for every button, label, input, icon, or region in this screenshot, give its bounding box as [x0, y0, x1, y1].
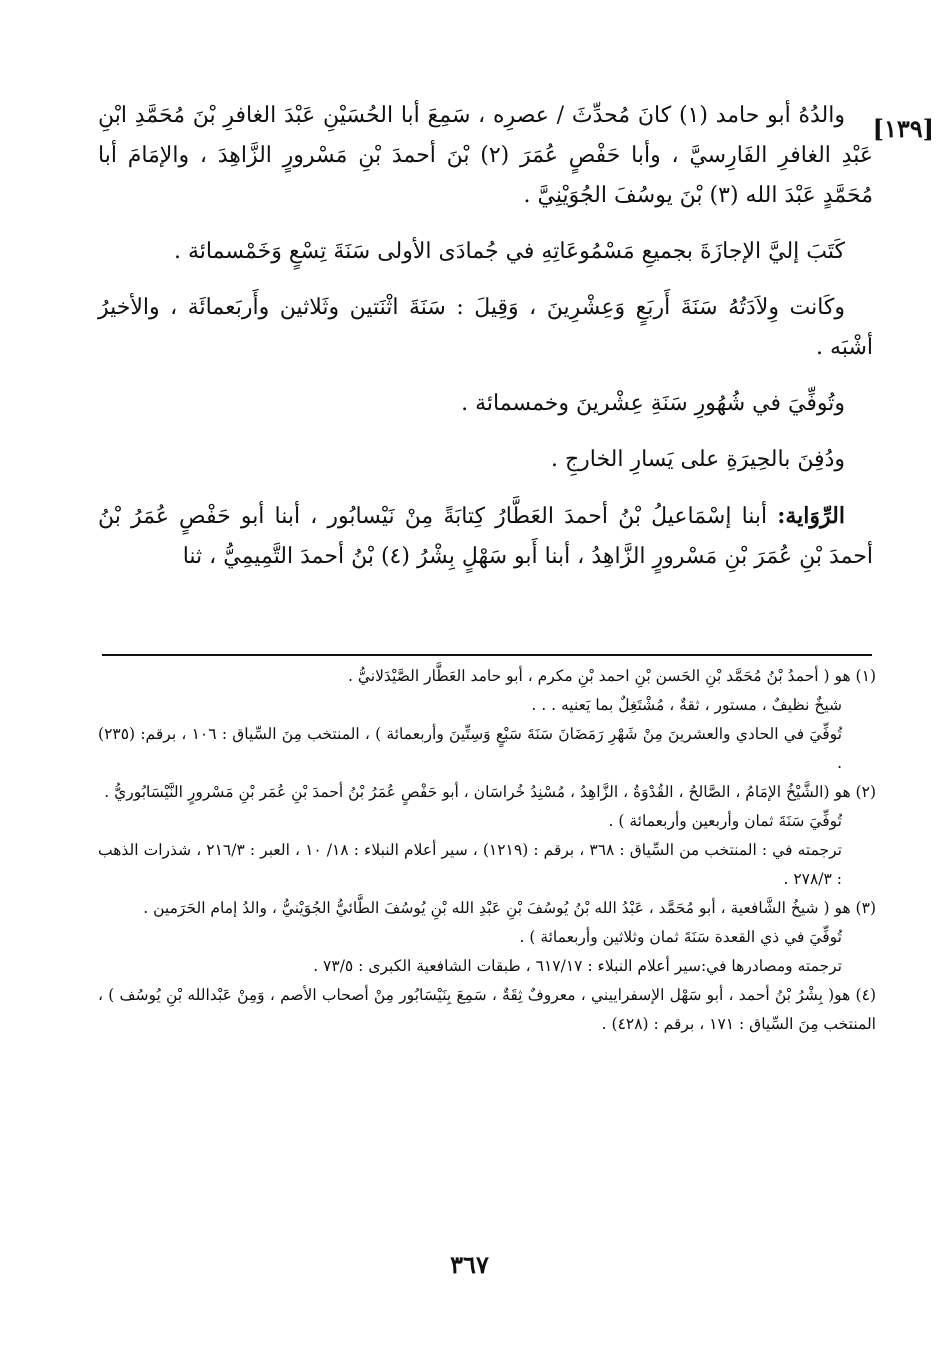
entry-number: [١٣٩]	[872, 114, 934, 143]
footnote-2-line: (٢) هو (الشَّيْخُ الإمَامُ ، الصَّالحُ ، القُدْوَةُ ، الزَّاهِدُ ، مُسْنِدُ خُراسَان ، أبو حَفْصٍ عُمَرُ بْنُ أحمدَ بْنِ عُمَر بْنِ مَسْرورٍ النَّيْسَابُوريُّ .	[104, 783, 876, 801]
paragraph-death: وتُوفِّيَ في شُهُورِ سَنَةِ عِشْرينَ وخمسمائة .	[461, 391, 845, 416]
footnote-3-line: (٣) هو ( شيخُ الشَّافعية ، أبو مُحَمَّد ، عَبْدُ الله بْنُ يُوسُفَ بْنِ عَبْدِ الله بْنِ يُوسُفَ الطَّائيُّ الجُوَيْنيُّ ، والدُ إمام الحَرَمين .	[143, 899, 876, 917]
footnote-1-line: (١) هو ( أحمدُ بْنُ مُحَمَّد بْنِ الحَسن بْنِ احمد بْنِ مكرم ، أبو حامد العَطَّار الصَّيْدَلانيُّ .	[347, 667, 876, 685]
paragraph-rewaya	[98, 496, 873, 577]
footnote-2-line: ترجمته في : المنتخب من السِّياق : ٣٦٨ ، برقم : (١٢١٩) ، سير أعلام النبلاء : ١٨/ ١٠ ، العبر : ٢١٦/٣ ، شذرات الذهب : ٢٧٨/٣ .	[98, 841, 842, 888]
footnote-2-line: تُوفِّيَ سَنَةَ ثمان وأربعين وأربعمائة ) .	[608, 812, 842, 830]
footnote-3-line: تُوفِّيَ في ذي القعدة سَنَةَ ثمان وثلاثين وأربعمائة ) .	[519, 928, 842, 946]
paragraph-birth: وكَانت وِلاَدَتُهُ سَنَةَ أَربَعٍ وَعِشْرِينَ ، وَقِيلَ : سَنَةَ اثْنَتين وثَلاثين وأَربَعمائَة ، والأخيرُ أشْبَه .	[98, 295, 873, 360]
footnote-4-line: (٤) هو( بِشْرُ بْنُ أحمد ، أبو سَهْل الإسفراييني ، معروفٌ ثِقَةٌ ، سَمِعَ بِنَيْسَابُور مِنْ أصحاب الأصم ، وَمِنْ عَبْدالله بْنِ يُوسُف ) ، المنتخب مِنَ السِّياق : ١٧١ ، برقم : (٤٢٨) .	[98, 986, 876, 1033]
footnotes	[98, 662, 876, 1039]
rewaya-text: أبنا إسْمَاعيلُ بْنُ أحمدَ العَطَّارُ كِتابَةً مِنْ نَيْسابُور ، أبنا أبو حَفْصٍ عُمَرُ بْنُ أحمدَ بْنِ عُمَرَ بْنِ مَسْرورٍ الزَّاهِدُ ، أبنا أَبو سَهْلٍ بِشْرُ (٤) بْنُ أحمدَ التَّمِيمِيُّ ، ثنا	[98, 504, 873, 569]
paragraph-burial: ودُفِنَ بالحِيرَةِ على يَسارِ الخارجِ .	[550, 447, 845, 472]
rewaya-label: الرِّوَاية:	[777, 503, 845, 529]
paragraph-biography: والدُهُ أبو حامد (١) كانَ مُحدِّثَ / عصرِه ، سَمِعَ أبا الحُسَيْنِ عَبْدَ الغافرِ بْنَ مُحَمَّدِ ابْنِ عَبْدِ الغافرِ الفَارِسيَّ ، وأبا حَفْصٍ عُمَرَ (٢) بْنَ أحمدَ بْنِ مَسْرورٍ الزَّاهِدَ ، والإمَامَ أبا مُحَمَّدٍ عَبْدَ الله (٣) بْنَ يوسُفَ الجُوَيْنِيَّ .	[98, 103, 873, 208]
footnote-3-line: ترجمته ومصادرها في:سير أعلام النبلاء : ٦١٧/١٧ ، طبقات الشافعية الكبرى : ٧٣/٥ .	[313, 957, 842, 975]
page-number: ٣٦٧	[450, 1250, 489, 1279]
footnote-1-line: شيخٌ نظيفٌ ، مستور ، ثقةٌ ، مُشْتَغِلٌ بما يَعنيه . . .	[531, 696, 842, 714]
footnote-divider	[102, 654, 872, 656]
footnote-1-line: تُوفِّيَ في الحادي والعشرينَ مِنْ شَهْرِ رَمَضَانَ سَنَةَ سَبْعٍ وَسِتِّينَ وأربعمائة ) ، المنتخب مِنَ السِّياق : ١٠٦ ، برقم: (٢٣٥) .	[98, 725, 842, 772]
main-text	[98, 96, 873, 577]
paragraph-ijaza: كَتَبَ إليَّ الإجازَةَ بجميعِ مَسْمُوعَاتِهِ في جُمادَى الأولى سَنَةَ تِسْعٍ وَخَمْسمائة .	[174, 239, 845, 264]
